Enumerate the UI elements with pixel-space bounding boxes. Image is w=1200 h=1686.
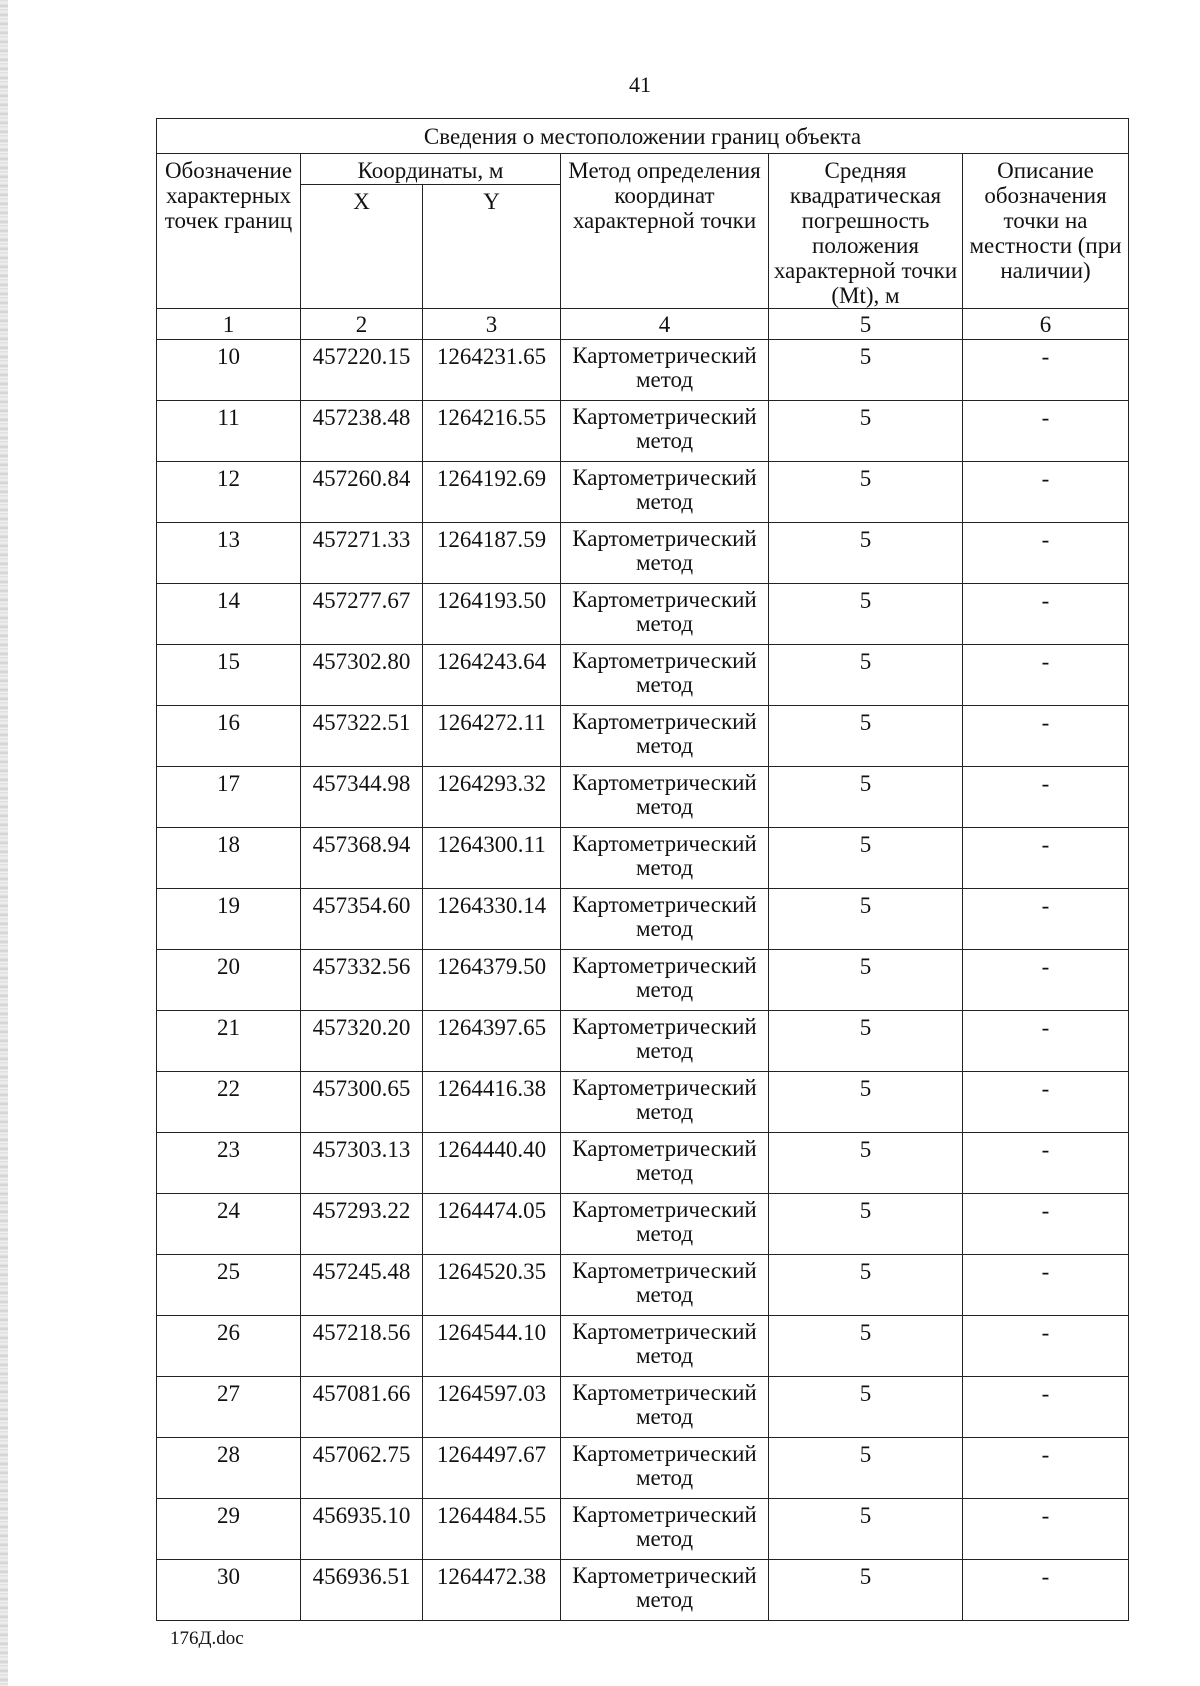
table-row bbox=[157, 950, 1129, 1011]
method-cell: Картометрический метод bbox=[561, 1133, 769, 1194]
table-row bbox=[157, 767, 1129, 828]
error-cell: 5 bbox=[769, 767, 963, 828]
error-cell: 5 bbox=[769, 1133, 963, 1194]
description-cell: - bbox=[963, 889, 1129, 950]
x-cell: 456935.10 bbox=[301, 1499, 423, 1560]
column-numbers-row bbox=[157, 309, 1129, 340]
y-cell: 1264243.64 bbox=[423, 645, 561, 706]
column-number: 6 bbox=[963, 309, 1129, 340]
description-cell: - bbox=[963, 1194, 1129, 1255]
point-cell: 24 bbox=[157, 1194, 301, 1255]
table-row bbox=[157, 889, 1129, 950]
description-cell: - bbox=[963, 1438, 1129, 1499]
header-y: Y bbox=[423, 185, 561, 309]
y-cell: 1264484.55 bbox=[423, 1499, 561, 1560]
table-row bbox=[157, 1499, 1129, 1560]
y-cell: 1264440.40 bbox=[423, 1133, 561, 1194]
x-cell: 457300.65 bbox=[301, 1072, 423, 1133]
x-cell: 457277.67 bbox=[301, 584, 423, 645]
description-cell: - bbox=[963, 706, 1129, 767]
header-error: Средняя квадратическая погрешность положения характерной точки (Mt), м bbox=[769, 154, 963, 309]
method-cell: Картометрический метод bbox=[561, 828, 769, 889]
error-cell: 5 bbox=[769, 1499, 963, 1560]
error-cell: 5 bbox=[769, 462, 963, 523]
y-cell: 1264597.03 bbox=[423, 1377, 561, 1438]
error-cell: 5 bbox=[769, 1438, 963, 1499]
error-cell: 5 bbox=[769, 1560, 963, 1621]
error-cell: 5 bbox=[769, 828, 963, 889]
y-cell: 1264330.14 bbox=[423, 889, 561, 950]
table-row bbox=[157, 1011, 1129, 1072]
description-cell: - bbox=[963, 950, 1129, 1011]
point-cell: 12 bbox=[157, 462, 301, 523]
description-cell: - bbox=[963, 645, 1129, 706]
method-cell: Картометрический метод bbox=[561, 1499, 769, 1560]
description-cell: - bbox=[963, 828, 1129, 889]
y-cell: 1264497.67 bbox=[423, 1438, 561, 1499]
y-cell: 1264520.35 bbox=[423, 1255, 561, 1316]
header-point: Обозначение характерных точек границ bbox=[157, 154, 301, 309]
y-cell: 1264544.10 bbox=[423, 1316, 561, 1377]
x-cell: 457303.13 bbox=[301, 1133, 423, 1194]
description-cell: - bbox=[963, 1255, 1129, 1316]
table-row bbox=[157, 1438, 1129, 1499]
y-cell: 1264231.65 bbox=[423, 340, 561, 401]
point-cell: 30 bbox=[157, 1560, 301, 1621]
table-row bbox=[157, 1560, 1129, 1621]
error-cell: 5 bbox=[769, 340, 963, 401]
method-cell: Картометрический метод bbox=[561, 1316, 769, 1377]
error-cell: 5 bbox=[769, 523, 963, 584]
description-cell: - bbox=[963, 1377, 1129, 1438]
error-cell: 5 bbox=[769, 1072, 963, 1133]
point-cell: 26 bbox=[157, 1316, 301, 1377]
error-cell: 5 bbox=[769, 1377, 963, 1438]
x-cell: 457332.56 bbox=[301, 950, 423, 1011]
x-cell: 457293.22 bbox=[301, 1194, 423, 1255]
x-cell: 457062.75 bbox=[301, 1438, 423, 1499]
error-cell: 5 bbox=[769, 1255, 963, 1316]
point-cell: 20 bbox=[157, 950, 301, 1011]
error-cell: 5 bbox=[769, 706, 963, 767]
table-row bbox=[157, 1133, 1129, 1194]
method-cell: Картометрический метод bbox=[561, 706, 769, 767]
description-cell: - bbox=[963, 1499, 1129, 1560]
header-description: Описание обозначения точки на местности (при наличии) bbox=[963, 154, 1129, 309]
x-cell: 457220.15 bbox=[301, 340, 423, 401]
x-cell: 457245.48 bbox=[301, 1255, 423, 1316]
point-cell: 23 bbox=[157, 1133, 301, 1194]
method-cell: Картометрический метод bbox=[561, 523, 769, 584]
y-cell: 1264192.69 bbox=[423, 462, 561, 523]
description-cell: - bbox=[963, 1072, 1129, 1133]
y-cell: 1264193.50 bbox=[423, 584, 561, 645]
method-cell: Картометрический метод bbox=[561, 1560, 769, 1621]
description-cell: - bbox=[963, 1316, 1129, 1377]
page-number: 41 bbox=[629, 72, 651, 97]
y-cell: 1264416.38 bbox=[423, 1072, 561, 1133]
x-cell: 457218.56 bbox=[301, 1316, 423, 1377]
method-cell: Картометрический метод bbox=[561, 767, 769, 828]
error-cell: 5 bbox=[769, 889, 963, 950]
table-body bbox=[157, 340, 1129, 1621]
method-cell: Картометрический метод bbox=[561, 1438, 769, 1499]
error-cell: 5 bbox=[769, 950, 963, 1011]
x-cell: 457238.48 bbox=[301, 401, 423, 462]
description-cell: - bbox=[963, 401, 1129, 462]
description-cell: - bbox=[963, 1133, 1129, 1194]
table-row bbox=[157, 584, 1129, 645]
method-cell: Картометрический метод bbox=[561, 462, 769, 523]
error-cell: 5 bbox=[769, 645, 963, 706]
method-cell: Картометрический метод bbox=[561, 340, 769, 401]
y-cell: 1264472.38 bbox=[423, 1560, 561, 1621]
method-cell: Картометрический метод bbox=[561, 401, 769, 462]
y-cell: 1264187.59 bbox=[423, 523, 561, 584]
x-cell: 457260.84 bbox=[301, 462, 423, 523]
x-cell: 457271.33 bbox=[301, 523, 423, 584]
column-number: 1 bbox=[157, 309, 301, 340]
point-cell: 18 bbox=[157, 828, 301, 889]
point-cell: 11 bbox=[157, 401, 301, 462]
column-number: 4 bbox=[561, 309, 769, 340]
error-cell: 5 bbox=[769, 1011, 963, 1072]
point-cell: 10 bbox=[157, 340, 301, 401]
method-cell: Картометрический метод bbox=[561, 1194, 769, 1255]
point-cell: 28 bbox=[157, 1438, 301, 1499]
point-cell: 27 bbox=[157, 1377, 301, 1438]
y-cell: 1264379.50 bbox=[423, 950, 561, 1011]
boundary-table bbox=[156, 118, 1129, 1621]
y-cell: 1264293.32 bbox=[423, 767, 561, 828]
method-cell: Картометрический метод bbox=[561, 889, 769, 950]
method-cell: Картометрический метод bbox=[561, 1011, 769, 1072]
error-cell: 5 bbox=[769, 401, 963, 462]
column-number: 3 bbox=[423, 309, 561, 340]
method-cell: Картометрический метод bbox=[561, 1255, 769, 1316]
description-cell: - bbox=[963, 462, 1129, 523]
error-cell: 5 bbox=[769, 1194, 963, 1255]
y-cell: 1264474.05 bbox=[423, 1194, 561, 1255]
table-row bbox=[157, 462, 1129, 523]
x-cell: 457320.20 bbox=[301, 1011, 423, 1072]
y-cell: 1264300.11 bbox=[423, 828, 561, 889]
description-cell: - bbox=[963, 340, 1129, 401]
table-row bbox=[157, 1255, 1129, 1316]
column-number: 2 bbox=[301, 309, 423, 340]
method-cell: Картометрический метод bbox=[561, 645, 769, 706]
point-cell: 16 bbox=[157, 706, 301, 767]
x-cell: 457302.80 bbox=[301, 645, 423, 706]
error-cell: 5 bbox=[769, 584, 963, 645]
scan-edge bbox=[0, 0, 8, 1686]
point-cell: 29 bbox=[157, 1499, 301, 1560]
description-cell: - bbox=[963, 767, 1129, 828]
method-cell: Картометрический метод bbox=[561, 950, 769, 1011]
x-cell: 457368.94 bbox=[301, 828, 423, 889]
point-cell: 21 bbox=[157, 1011, 301, 1072]
y-cell: 1264272.11 bbox=[423, 706, 561, 767]
table-row bbox=[157, 828, 1129, 889]
x-cell: 457322.51 bbox=[301, 706, 423, 767]
y-cell: 1264397.65 bbox=[423, 1011, 561, 1072]
description-cell: - bbox=[963, 584, 1129, 645]
error-cell: 5 bbox=[769, 1316, 963, 1377]
table-row bbox=[157, 706, 1129, 767]
x-cell: 456936.51 bbox=[301, 1560, 423, 1621]
point-cell: 19 bbox=[157, 889, 301, 950]
table-row bbox=[157, 523, 1129, 584]
table-row bbox=[157, 1072, 1129, 1133]
point-cell: 22 bbox=[157, 1072, 301, 1133]
x-cell: 457344.98 bbox=[301, 767, 423, 828]
header-x: X bbox=[301, 185, 423, 309]
table-title: Сведения о местоположении границ объекта bbox=[157, 119, 1129, 154]
table-row bbox=[157, 401, 1129, 462]
x-cell: 457354.60 bbox=[301, 889, 423, 950]
point-cell: 17 bbox=[157, 767, 301, 828]
table-row bbox=[157, 1194, 1129, 1255]
point-cell: 13 bbox=[157, 523, 301, 584]
description-cell: - bbox=[963, 1011, 1129, 1072]
table-row bbox=[157, 340, 1129, 401]
y-cell: 1264216.55 bbox=[423, 401, 561, 462]
point-cell: 25 bbox=[157, 1255, 301, 1316]
method-cell: Картометрический метод bbox=[561, 584, 769, 645]
table-row bbox=[157, 1377, 1129, 1438]
file-name: 176Д.doc bbox=[170, 1628, 244, 1649]
x-cell: 457081.66 bbox=[301, 1377, 423, 1438]
point-cell: 14 bbox=[157, 584, 301, 645]
header-method: Метод определения координат характерной точки bbox=[561, 154, 769, 309]
point-cell: 15 bbox=[157, 645, 301, 706]
method-cell: Картометрический метод bbox=[561, 1072, 769, 1133]
description-cell: - bbox=[963, 523, 1129, 584]
table-row bbox=[157, 645, 1129, 706]
table-row bbox=[157, 1316, 1129, 1377]
column-number: 5 bbox=[769, 309, 963, 340]
header-coords: Координаты, м bbox=[301, 154, 561, 185]
method-cell: Картометрический метод bbox=[561, 1377, 769, 1438]
description-cell: - bbox=[963, 1560, 1129, 1621]
